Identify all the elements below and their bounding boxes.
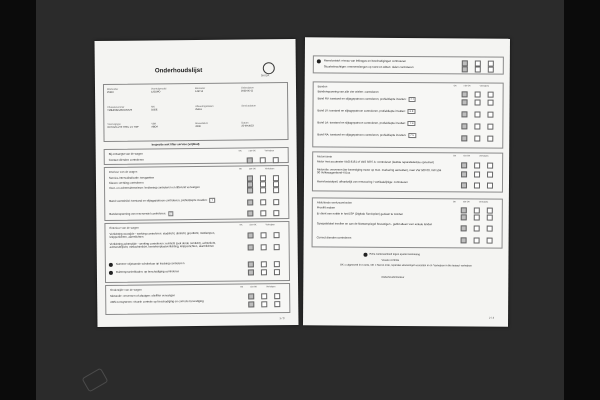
page-number: 1 / 3 xyxy=(279,317,285,321)
checkbox-done[interactable] xyxy=(273,199,279,205)
maintenance-sheet-page-1 xyxy=(95,39,299,327)
checkbox-done[interactable] xyxy=(273,157,279,163)
section-tires xyxy=(312,81,503,148)
info-cell xyxy=(151,87,193,93)
checkbox-ok[interactable] xyxy=(247,157,253,163)
checkbox-nok[interactable] xyxy=(474,237,480,243)
checkbox-done[interactable] xyxy=(487,112,493,118)
row-tire-lv xyxy=(317,108,442,114)
checkbox-nok[interactable] xyxy=(261,301,267,307)
col-nok: niet OK xyxy=(248,150,256,153)
tire-front-label: Band voorwiel/al: toestand en slijtagepatroon controleren, profieldiepte invullen: xyxy=(109,197,208,203)
info-value: 25-09-2023 xyxy=(241,124,254,128)
checkbox-nok[interactable] xyxy=(474,135,480,141)
checkbox-nok[interactable] xyxy=(260,187,266,193)
checkbox-ok[interactable] xyxy=(247,187,253,193)
tire-ra-input[interactable]: 7.5 xyxy=(408,133,416,138)
checkbox-nok[interactable] xyxy=(475,66,481,72)
row-engine-1: Motor met accutester VAG 8161 of VAS 5097 A: controleren (laatste reparatielevisie opnemen) xyxy=(317,159,435,165)
section-underside xyxy=(105,283,290,315)
checkbox-nok[interactable] xyxy=(474,182,480,188)
col-done: Verholpen xyxy=(264,168,275,171)
tire-lv-label: Band LV: toestand en slijtagepatroon controleren, profieldiepte invullen: xyxy=(317,108,406,113)
row-interior-1: Service-Intervalindicatie: terugzetten xyxy=(108,175,155,180)
legend-ok-explanation: OK = uitgevoerd in in orde, OK = Niet in orde, reparatie uitvoeringen vereisten in en 'Verholpen in the history' verholpen xyxy=(340,263,472,268)
tire-rv-input[interactable]: 7.7 xyxy=(408,97,416,102)
checkbox-nok[interactable] xyxy=(261,261,267,267)
row-interior-3: Voor- en achterruitenwisser: bediening controleren en lifterunit vervangen xyxy=(109,184,200,190)
info-cell xyxy=(195,122,237,128)
checkbox-ok[interactable] xyxy=(248,244,254,250)
info-value: 25461 xyxy=(195,107,202,112)
col-done: Verholpen xyxy=(264,150,275,153)
checkbox-done[interactable] xyxy=(274,269,280,275)
info-label: Kilometer xyxy=(194,86,206,91)
tire-front-input[interactable]: 7 xyxy=(209,198,215,203)
checkbox-done[interactable] xyxy=(487,172,493,178)
checkbox-ok[interactable] xyxy=(461,207,467,213)
checkbox-nok[interactable] xyxy=(474,162,480,168)
section-title-engine: Motorruimte xyxy=(317,154,333,159)
checkbox-done[interactable] xyxy=(274,293,280,299)
section-engine xyxy=(312,151,503,192)
extra-work-icon xyxy=(109,263,113,267)
checkbox-nok[interactable] xyxy=(475,99,481,105)
extra-work-icon xyxy=(317,59,321,63)
checkbox-nok[interactable] xyxy=(261,232,267,238)
row-exterior-4: Ruitensproeierbladen: op beschadiging controleren xyxy=(115,269,180,274)
checkbox-done[interactable] xyxy=(487,238,493,244)
checkbox-ok[interactable] xyxy=(461,171,467,177)
page-number: 2 / 3 xyxy=(489,316,495,320)
row-tire-la xyxy=(317,120,442,126)
info-label: Servicedatum xyxy=(241,104,256,108)
col-nok: niet OK xyxy=(249,224,257,227)
checkbox-ok[interactable] xyxy=(461,237,467,243)
checkbox-ok[interactable] xyxy=(462,66,468,72)
section-final xyxy=(312,197,503,248)
col-nok: niet OK xyxy=(463,85,471,88)
checkbox-ok[interactable] xyxy=(461,162,467,168)
page-title: Onderhoudslijst xyxy=(154,66,203,75)
row-final-3: Synapsbildsel invullen en aan de klantenspiegel bevestigen - getild alleen voor enkele landen xyxy=(316,221,433,227)
row-arrival-1: Bij ontvangst van de wagen xyxy=(108,151,143,156)
info-label: Afleveringsdatum xyxy=(195,104,214,109)
col-ok: OK xyxy=(452,201,456,204)
tire-rear-label: Bandenspanning van reservewiel controleren: xyxy=(109,211,167,216)
col-ok: OK xyxy=(238,150,242,153)
checkbox-done[interactable] xyxy=(488,67,494,73)
checkbox-nok[interactable] xyxy=(474,171,480,177)
row-exterior-1: Verlichting voorzijde - werking controleren: stadslicht, dimlicht, grootlicht, mistlampen, knipperlichten, alarmlichten xyxy=(109,230,216,240)
row-tire-rv xyxy=(318,96,443,102)
checkbox-done[interactable] xyxy=(274,261,280,267)
info-value: DS5E xyxy=(151,108,158,112)
col-nok: niet OK xyxy=(250,286,258,289)
checkbox-ok[interactable] xyxy=(462,91,468,97)
checkbox-ok[interactable] xyxy=(462,99,468,105)
checkbox-ok[interactable] xyxy=(248,261,254,267)
checkbox-done[interactable] xyxy=(487,136,493,142)
row-tire-ra xyxy=(317,132,442,138)
section-title-interior: Interieur van de wagen xyxy=(108,169,138,174)
checkbox-ok[interactable] xyxy=(248,269,254,275)
row-interior-2: Claxon: werking controleren xyxy=(108,180,144,185)
info-value: OCTAVIA 2TF TREL 1.5 TSIF xyxy=(107,125,139,129)
section-fluids xyxy=(313,55,504,74)
col-nok: niet OK xyxy=(463,155,471,158)
row-engine-3: Remvloeistofpeil, afhankelijk van remvoering / vertikalelijnige: controleren xyxy=(316,179,408,185)
section-interior xyxy=(104,165,290,221)
row-underside-2: ABS remsysteem: visuele controle op beschadiging en correcte bevestiging xyxy=(110,298,204,304)
info-label: Werkorder xyxy=(106,87,119,91)
col-ok: OK xyxy=(453,155,457,158)
checkbox-nok[interactable] xyxy=(261,293,267,299)
checkbox-done[interactable] xyxy=(487,208,493,214)
checkbox-done[interactable] xyxy=(487,163,493,169)
tire-la-input[interactable]: 7.4 xyxy=(408,121,416,126)
checkbox-nok[interactable] xyxy=(474,214,480,220)
col-nok: niet OK xyxy=(462,201,470,204)
info-cell xyxy=(107,122,149,128)
checkbox-done[interactable] xyxy=(487,124,493,130)
info-cell xyxy=(241,121,283,127)
tire-rv-label: Band RV: toestand en slijtagepatroon controleren, profieldiepte invullen: xyxy=(317,96,407,101)
row-tire-rear xyxy=(109,211,173,217)
checkbox-ok[interactable] xyxy=(247,199,253,205)
info-label: VBK xyxy=(151,122,157,126)
col-ok: OK xyxy=(239,224,243,227)
info-cell xyxy=(195,87,237,93)
section-arrival xyxy=(104,147,289,165)
section-title-tires: Banden xyxy=(317,84,328,89)
info-label: Voertuigtype xyxy=(107,122,121,126)
maintenance-sheet-page-2 xyxy=(303,37,510,326)
row-fluids-2: Stuurbekrachtiger: remmenslangen op roest en witten: delen controleren xyxy=(323,64,414,70)
info-label: Bouwdatum xyxy=(195,121,209,126)
checkbox-done[interactable] xyxy=(487,226,493,232)
checkbox-nok[interactable] xyxy=(475,91,481,97)
checkbox-nok[interactable] xyxy=(261,244,267,250)
row-exterior-3: Nummer vrijstaande schakelaar op tracking controleren xyxy=(115,261,185,266)
info-cell xyxy=(241,86,283,92)
section-title-exterior: Exterieur van de wagen xyxy=(109,225,139,230)
legend-extra-work: Extra werkzaamheid tegen aparte berekening xyxy=(369,252,420,257)
col-ok: OK xyxy=(240,286,244,289)
legend-bullet-icon xyxy=(363,253,367,257)
checkbox-ok[interactable] xyxy=(461,111,467,117)
row-final-4: Correct dienden controleren xyxy=(316,235,352,240)
info-cell xyxy=(151,122,193,128)
checkbox-ok[interactable] xyxy=(247,210,253,216)
checkbox-done[interactable] xyxy=(487,215,493,221)
info-label: Chassisnummer xyxy=(107,105,125,109)
checkbox-ok[interactable] xyxy=(248,232,254,238)
col-done: Verholpen xyxy=(478,201,489,204)
info-value: 149712 xyxy=(195,89,204,94)
info-value: 2023-05-11 xyxy=(241,89,254,93)
inspection-header: Inspectie met lifter-service (vrijblad) xyxy=(151,141,200,147)
row-underside-1: Motorolie: verversen of afzuigen: oliefilter vervangen xyxy=(110,293,176,298)
checkbox-ok[interactable] xyxy=(461,225,467,231)
row-engine-2: Motorolie: verversen (ter bevestiging motor op max. markering aanvullen), naar VW 500 00, VW 504 00 Volkswagenbond-4 Eva xyxy=(317,167,442,175)
watermark-logo-icon xyxy=(81,368,108,393)
tire-lv-input[interactable]: 6.8 xyxy=(408,109,416,114)
signature-label: Onderhoudsmonteur xyxy=(381,275,405,279)
row-final-1: Proefrit maken xyxy=(316,205,336,210)
checkbox-ok[interactable] xyxy=(248,293,254,299)
logo-text: ŠKODA xyxy=(260,74,270,78)
legend-visual-check: Visuele controle xyxy=(381,258,400,262)
info-value: 25940 xyxy=(107,90,114,94)
skoda-logo-icon xyxy=(263,62,275,74)
info-cell xyxy=(107,105,149,111)
info-cell xyxy=(107,87,149,93)
info-value: TMBJP9NS4K0105578 xyxy=(107,108,132,112)
checkbox-nok[interactable] xyxy=(260,199,266,205)
section-title-underside: Onderzijde van de wagen xyxy=(110,287,142,292)
col-ok: OK xyxy=(238,168,242,171)
row-tire-front xyxy=(109,198,229,204)
info-label: Orderdatum xyxy=(240,86,254,90)
checkbox-done[interactable] xyxy=(488,92,494,98)
checkbox-ok[interactable] xyxy=(461,135,467,141)
col-ok: OK xyxy=(453,85,457,88)
info-cell xyxy=(241,104,283,107)
right-dark-border xyxy=(564,0,600,400)
col-done: Verholpen xyxy=(479,85,490,88)
section-exterior xyxy=(104,221,290,283)
col-done: Verholpen xyxy=(266,286,276,289)
row-exterior-2: Verlichting achterzijde - werking controleren: remlicht (ook derde remlicht), achterlicht, achteruitrijlicht, mistachterlicht, kentekenplaatverlichting, knipperlichten, alarmlichten xyxy=(109,240,216,250)
tire-rear-input[interactable]: 2 xyxy=(168,211,174,216)
info-value: ABDA xyxy=(151,125,158,129)
row-tire-pressure: Bandenspanning van alle vier wielen: controleren xyxy=(317,89,379,94)
checkbox-nok[interactable] xyxy=(474,123,480,129)
info-label: MK xyxy=(151,105,155,109)
info-cell xyxy=(195,105,237,111)
col-done: Verholpen xyxy=(265,224,275,227)
tire-ra-label: Band RA: toestand en slijtagepatroon controleren, profieldiepte invullen: xyxy=(317,132,407,137)
checkbox-done[interactable] xyxy=(274,301,280,307)
checkbox-ok[interactable] xyxy=(248,301,254,307)
left-dark-border xyxy=(0,0,36,400)
checkbox-nok[interactable] xyxy=(261,269,267,275)
info-value: 125LWO xyxy=(151,90,161,94)
info-value: 2000 xyxy=(195,124,201,129)
vehicle-info-box xyxy=(103,82,289,142)
checkbox-nok[interactable] xyxy=(474,225,480,231)
checkbox-ok[interactable] xyxy=(461,214,467,220)
info-cell xyxy=(151,105,193,111)
tire-la-label: Band LA: toestand en slijtagepatroon controleren, profieldiepte invullen: xyxy=(317,120,406,125)
row-fluids-1: Remvloeistof: niveau van lekkages en beschadigingen controleren xyxy=(323,58,406,63)
checkbox-done[interactable] xyxy=(273,210,279,216)
checkbox-done[interactable] xyxy=(273,187,279,193)
checkbox-done[interactable] xyxy=(488,100,494,106)
checkbox-ok[interactable] xyxy=(461,182,467,188)
col-done: Verholpen xyxy=(479,155,489,158)
checkbox-nok[interactable] xyxy=(474,111,480,117)
checkbox-done[interactable] xyxy=(487,183,493,189)
checkbox-done[interactable] xyxy=(274,232,280,238)
extra-work-icon xyxy=(109,271,113,275)
checkbox-done[interactable] xyxy=(274,244,280,250)
checkbox-nok[interactable] xyxy=(260,157,266,163)
row-final-2: Er dient een notitie in het ESP (Digitale Servicplan) gedaan te worden xyxy=(316,211,404,216)
info-label: Voertuigmodel xyxy=(150,87,167,91)
row-arrival-2: Contact dienden controleren xyxy=(108,157,144,162)
checkbox-nok[interactable] xyxy=(260,210,266,216)
info-label: Datum xyxy=(241,121,249,125)
checkbox-ok[interactable] xyxy=(461,123,467,129)
col-nok: niet OK xyxy=(248,168,256,171)
checkbox-nok[interactable] xyxy=(474,207,480,213)
section-title-final: Afsluitende werkzaamheden xyxy=(316,200,353,205)
